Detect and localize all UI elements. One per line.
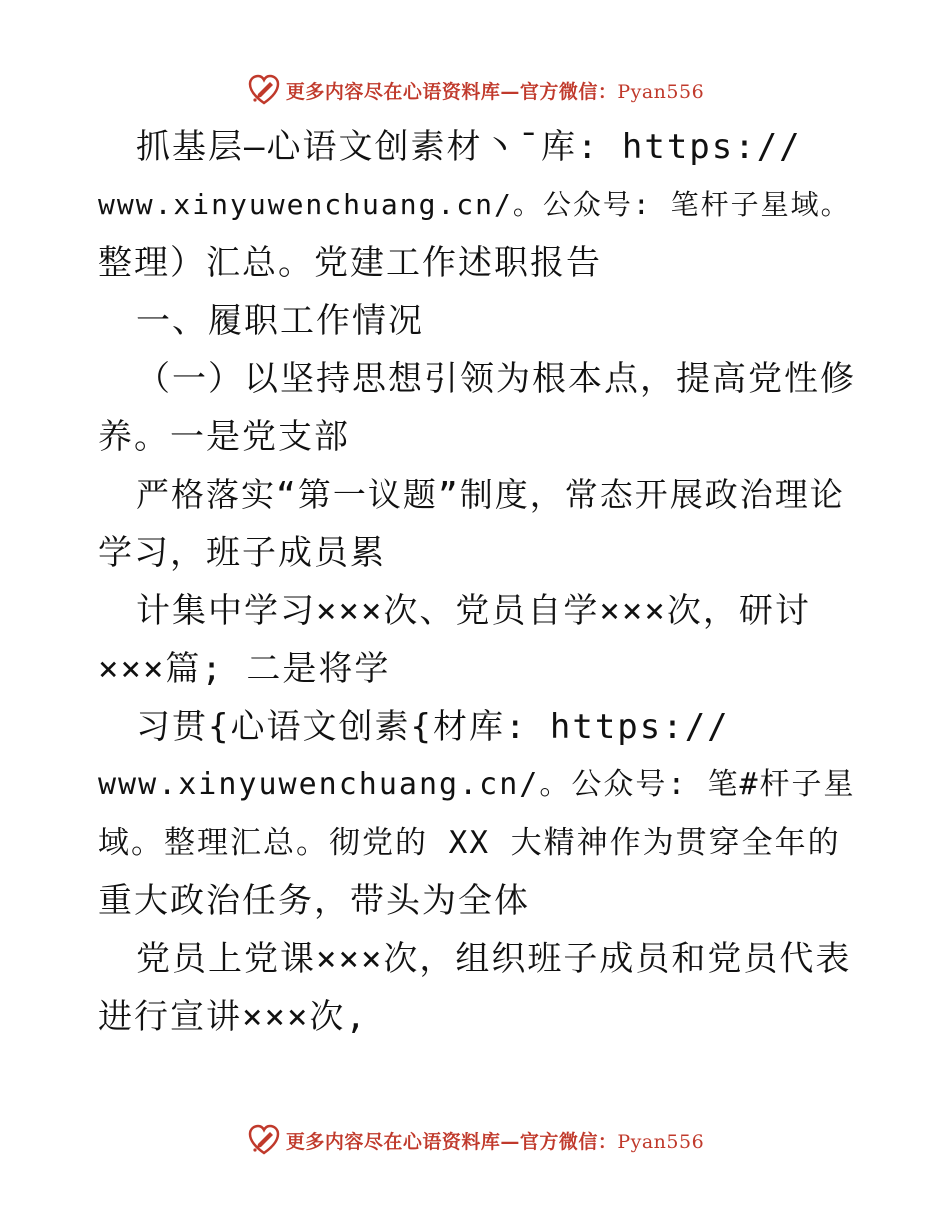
pen-heart-logo-icon: [246, 1122, 282, 1158]
body-text-line: 计集中学习×××次、党员自学×××次，研讨: [136, 591, 811, 631]
banner-text: [286, 1127, 704, 1154]
banner-text: [286, 77, 704, 104]
body-text-line: 抓基层—心语文创素材丶¯库: https://: [136, 127, 802, 167]
body-text-line: 一、履职工作情况: [136, 301, 424, 341]
header-banner: [0, 70, 950, 110]
document-body: [98, 118, 858, 1046]
footer-banner: [0, 1120, 950, 1160]
body-text-line: 养。一是党支部: [98, 417, 350, 457]
pen-heart-logo-icon: [246, 72, 282, 108]
body-text-line: 习贯{心语文创素{材库: https://: [136, 707, 730, 747]
body-text-line: www.xinyuwenchuang.cn/。公众号: 笔杆子星域。: [98, 188, 851, 221]
body-text-line: 进行宣讲×××次,: [98, 997, 368, 1037]
body-text-line: www.xinyuwenchuang.cn/。公众号: 笔#杆子星: [98, 767, 856, 802]
body-text-line: ×××篇; 二是将学: [98, 649, 391, 689]
banner-wechat-id: Pyan556: [617, 80, 705, 103]
banner-wechat-id: Pyan556: [617, 1130, 705, 1153]
body-text-line: 严格落实“第一议题”制度，常态开展政治理论: [136, 475, 845, 514]
body-text-line: 整理）汇总。党建工作述职报告: [98, 243, 602, 283]
banner-label: 更多内容尽在心语资料库—官方微信：: [285, 80, 618, 103]
body-text-line: 党员上党课×××次，组织班子成员和党员代表: [136, 939, 852, 979]
body-text-line: （一）以坚持思想引领为根本点，提高党性修: [136, 359, 856, 399]
body-text-line: 域。整理汇总。彻党的 XX 大精神作为贯穿全年的: [98, 825, 841, 861]
banner-label: 更多内容尽在心语资料库—官方微信：: [285, 1130, 618, 1153]
body-text-line: 学习，班子成员累: [98, 533, 386, 573]
body-text-line: 重大政治任务，带头为全体: [98, 881, 530, 921]
